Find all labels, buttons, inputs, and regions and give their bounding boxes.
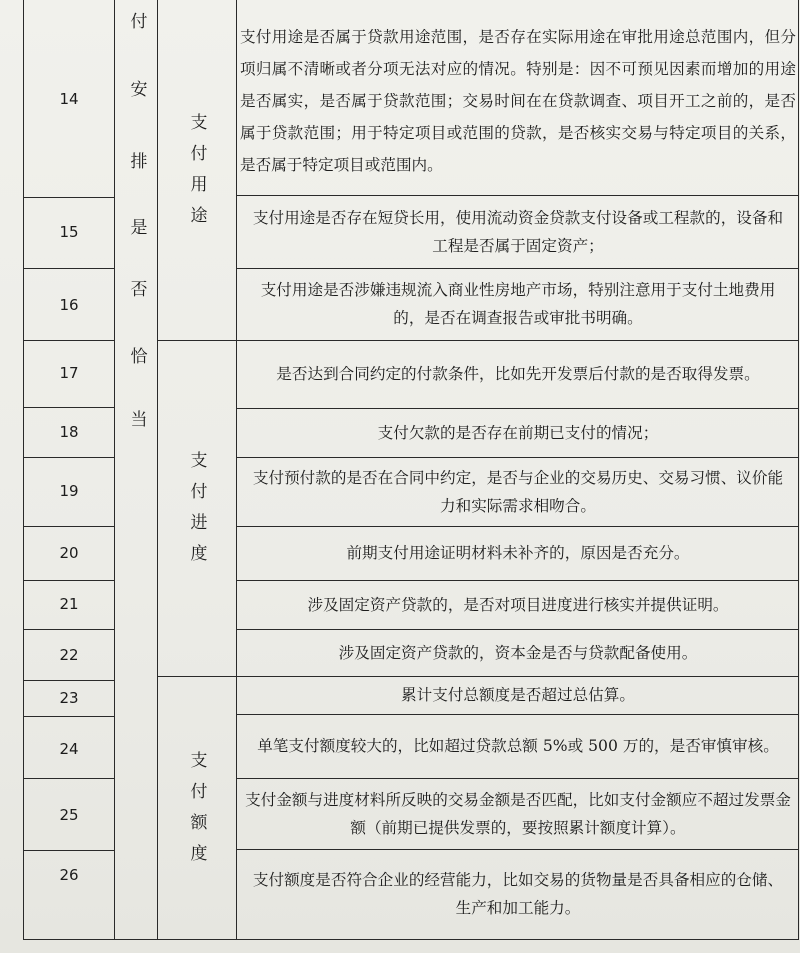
table-row-content — [236, 778, 798, 849]
column-divider-category — [157, 0, 158, 940]
category-char: 否 — [130, 280, 148, 300]
row-number: 15 — [59, 223, 79, 241]
row-divider — [23, 197, 114, 198]
table-row-content — [236, 580, 798, 629]
table-border-right — [798, 0, 799, 940]
row-text: 涉及固定资产贷款的，资本金是否与贷款配备使用。 — [338, 643, 698, 662]
row-text: 支付欠款的是否存在前期已支付的情况； — [377, 423, 659, 442]
row-number: 23 — [59, 689, 79, 707]
row-divider — [23, 580, 114, 581]
category-char: 安 — [130, 80, 148, 100]
row-divider — [23, 340, 114, 341]
table-row-content — [236, 526, 798, 580]
row-text: 支付额度是否符合企业的经营能力，比如交易的货物量是否具备相应的仓储、生产和加工能力。 — [252, 871, 784, 917]
table-border-left — [23, 0, 24, 940]
row-text: 是否达到合同约定的付款条件，比如先开发票后付款的是否取得发票。 — [276, 365, 760, 383]
row-number: 16 — [59, 296, 79, 314]
row-number: 14 — [59, 90, 79, 108]
row-divider — [23, 457, 114, 458]
table-row-content — [236, 268, 798, 340]
table-row-content — [236, 6, 798, 195]
row-divider — [23, 680, 114, 681]
subcategory-label: 支付进度 — [190, 451, 208, 564]
row-divider — [23, 850, 114, 851]
table-row-content — [236, 195, 798, 268]
row-divider — [23, 716, 114, 717]
category-char: 当 — [130, 410, 148, 430]
row-divider — [23, 268, 114, 269]
category-char: 是 — [130, 218, 148, 238]
row-text: 前期支付用途证明材料未补齐的，原因是否充分。 — [346, 544, 690, 562]
table-row-content — [236, 408, 798, 457]
subcategory-amount — [160, 676, 238, 940]
table-row-content — [236, 849, 798, 939]
subcategory-label: 支付用途 — [190, 113, 208, 226]
table-row-content — [236, 457, 798, 526]
subcategory-label: 支付额度 — [190, 751, 208, 864]
row-text: 单笔支付额度较大的，比如超过贷款总额 5%或 500 万的，是否审慎审核。 — [257, 737, 779, 755]
table-row-content — [236, 714, 798, 778]
row-number: 21 — [59, 595, 79, 613]
row-text: 涉及固定资产贷款的，是否对项目进度进行核实并提供证明。 — [307, 595, 729, 614]
subcategory-usage — [160, 0, 238, 340]
category-char: 付 — [130, 12, 148, 32]
row-divider — [23, 526, 114, 527]
row-number: 19 — [59, 482, 79, 500]
column-divider-number — [114, 0, 115, 940]
table-border-bottom — [23, 939, 798, 940]
row-text: 支付用途是否存在短贷长用，使用流动资金贷款支付设备或工程款的，设备和工程是否属于固定资产； — [252, 208, 784, 255]
row-text: 支付金额与进度材料所反映的交易金额是否匹配，比如支付金额应不超过发票金额（前期已提供发票的，要按照累计额度计算）。 — [245, 790, 791, 837]
row-number: 22 — [59, 646, 79, 664]
row-text: 支付用途是否属于贷款用途范围，是否存在实际用途在审批用途总范围内，但分项归属不清晰或者分项无法对应的情况。特别是：因不可预见因素而增加的用途是否属实，是否属于贷款范围；交易时间在在贷款调查、项目开工之前的，是否属于贷款范围；用于特定项目或范围的贷款，是否核实交易与特定项目的关系，是否属于特定项目或范围内。 — [240, 27, 796, 174]
row-number: 26 — [59, 866, 79, 884]
row-divider — [23, 778, 114, 779]
subcategory-progress — [160, 340, 238, 676]
row-text: 支付用途是否涉嫌违规流入商业性房地产市场，特别注意用于支付土地费用的，是否在调查报告或审批书明确。 — [260, 281, 776, 327]
row-number: 24 — [59, 740, 79, 758]
row-divider — [23, 407, 114, 408]
category-char: 排 — [130, 152, 148, 172]
row-number: 20 — [59, 544, 79, 562]
table-row-content — [236, 676, 798, 714]
row-text: 支付预付款的是否在合同中约定，是否与企业的交易历史、交易习惯、议价能力和实际需求相吻合。 — [252, 468, 784, 515]
row-number: 25 — [59, 806, 79, 824]
row-number: 17 — [59, 364, 79, 382]
row-number: 18 — [59, 423, 79, 441]
category-char: 恰 — [130, 347, 148, 367]
table-row-content — [236, 340, 798, 408]
row-divider — [23, 629, 114, 630]
table-row-content — [236, 629, 798, 676]
row-text: 累计支付总额度是否超过总估算。 — [401, 686, 635, 704]
